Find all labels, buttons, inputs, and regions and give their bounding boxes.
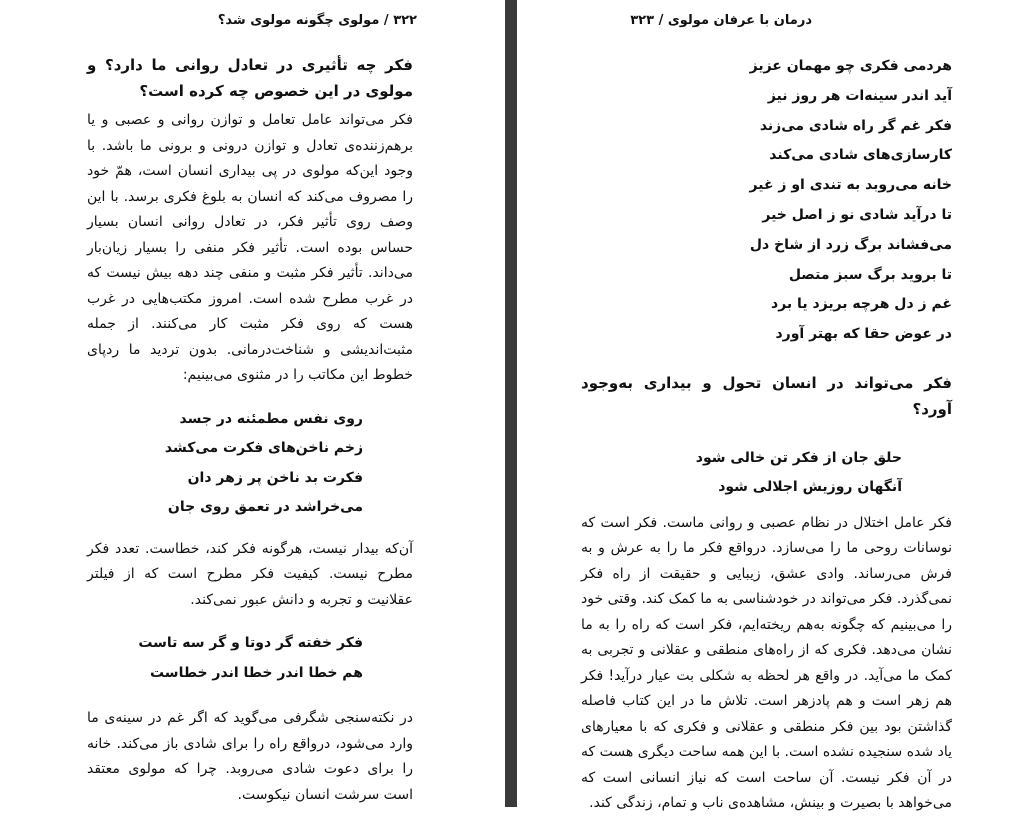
running-head: درمان با عرفان مولوی / ۳۲۳ xyxy=(630,13,812,28)
verse-line: زخم ناخن‌های فکرت می‌کشد xyxy=(164,440,363,456)
verse-line: فکر خفته گر دوتا و گر سه تاست xyxy=(138,635,363,651)
verse-line: آنگهان روزیش اجلالی شود xyxy=(718,479,902,496)
verse-line: خانه می‌روبد به تندی او ز غیر xyxy=(749,177,952,194)
running-head: ۳۲۲ / مولوی چگونه مولوی شد؟ xyxy=(217,13,417,28)
paragraph: فکر عامل اختلال در نظام عصبی و روانی ماست. فکر است که نوسانات روحی ما را می‌سازد. درواقع فکر ما را به عرش و به فرش می‌رساند. وادی عشق، زیبایی و حقیقت از راه فکر نمی‌گذرد. فکر می‌تواند در خودشناسی به ما کمک کند. وقتی خود را می‌بینیم که چگونه به‌هم ریخته‌ایم، فکر است که راه را به ما نشان می‌دهد. فکری که از راه‌های منطقی و عقلانی و تجربی به کمک ما می‌آید. در واقع هر لحظه به شکلی بت عیار درآید! فکر هم زهر است و هم پادزهر است. تلاش ما در این کتاب فاصله گذاشتن بود بین فکر منطقی و عقلانی و فکری که با معیارهای یاد شده سنجیده نشده است. با این همه ساحت دیگری هست که در آن فکر نیست. آن ساحت است که نیاز انسانی است که می‌خواهد با بصیرت و بینش، مشاهده‌ی ناب و تمام، زندگی کند. xyxy=(581,514,952,812)
verse-line: آید اندر سینه‌ات هر روز نیز xyxy=(767,87,952,104)
section-heading: فکر چه تأثیری در تعادل روانی ما دارد؟ و مولوی در این خصوص چه کرده است؟ xyxy=(87,56,413,100)
verse-line: تا بروید برگ سبز متصل xyxy=(788,266,952,283)
paragraph: فکر می‌تواند عامل تعامل و توازن روانی و عصبی و یا برهم‌زننده‌ی تعادل و توازن درونی و برونی ما باشد. با وجود این‌که مولوی در پی بیداری انسان است، همّ خود را مصروف می‌کند که انسان به بلوغ فکری برسد. با این وصف روی تأثیر فکر، در تعادل روانی انسان بسیار حساس بوده است. تأثیر فکر منفی را بسیار زیان‌بار می‌داند. تأثیر فکر مثبت و منفی چند دهه بیش نیست که در غرب مطرح شده است. امروز مکتب‌هایی در غرب هست که روی فکر مثبت کار می‌کنند. از جمله مثبت‌اندیشی و شناخت‌درمانی. بدون تردید ما ردپای خطوط این مکاتب را در مثنوی می‌بینیم: xyxy=(87,112,413,383)
verse-line: هردمی فکری چو مهمان عزیز xyxy=(749,58,952,74)
verse-line: تا درآید شادی نو ز اصل خیر xyxy=(762,206,952,223)
verse-line: هم خطا اندر خطا اندر خطاست xyxy=(149,664,363,681)
page-content xyxy=(87,52,413,808)
book-gutter xyxy=(505,0,517,807)
verse-line: کارسازی‌های شادی می‌کند xyxy=(769,147,952,164)
verse-line: روی نفس مطمئنه در جسد xyxy=(179,410,363,427)
right-page xyxy=(517,0,1024,812)
verse-line: در عوض حقا که بهتر آورد xyxy=(775,326,952,343)
verse-line: فکرت بد ناخن پر زهر دان xyxy=(187,469,363,486)
section-heading: فکر می‌تواند در انسان تحول و بیداری به‌وجود آورد؟ xyxy=(581,373,952,418)
left-page xyxy=(0,0,505,807)
verse-block xyxy=(87,405,413,523)
page-content xyxy=(581,52,952,817)
verse-line: می‌فشاند برگ زرد از شاخ دل xyxy=(749,236,952,253)
verse-line: غم ز دل هرچه بریزد یا برد xyxy=(771,296,952,313)
paragraph: در نکته‌سنجی شگرفی می‌گوید که اگر غم در سینه‌ی ما وارد می‌شود، درواقع راه را برای شادی باز می‌کند. خانه را برای دعوت شادی می‌روبد. چرا که مولوی معتقد است سرشت انسان نیکوست. xyxy=(87,710,413,803)
verse-line: می‌خراشد در تعمق روی جان xyxy=(167,499,363,515)
verse-block xyxy=(87,629,413,688)
verse-block xyxy=(581,444,952,503)
paragraph: آن‌که بیدار نیست، هرگونه فکر کند، خطاست. تعدد فکر مطرح نیست. کیفیت فکر مطرح است که از فیلتر عقلانیت و تجربه و دانش عبور نمی‌کند. xyxy=(87,540,413,608)
verse-line: حلق جان از فکر تن خالی شود xyxy=(695,449,902,466)
verse-line: فکر غم گر راه شادی می‌زند xyxy=(759,117,952,134)
verse-block xyxy=(581,52,952,350)
